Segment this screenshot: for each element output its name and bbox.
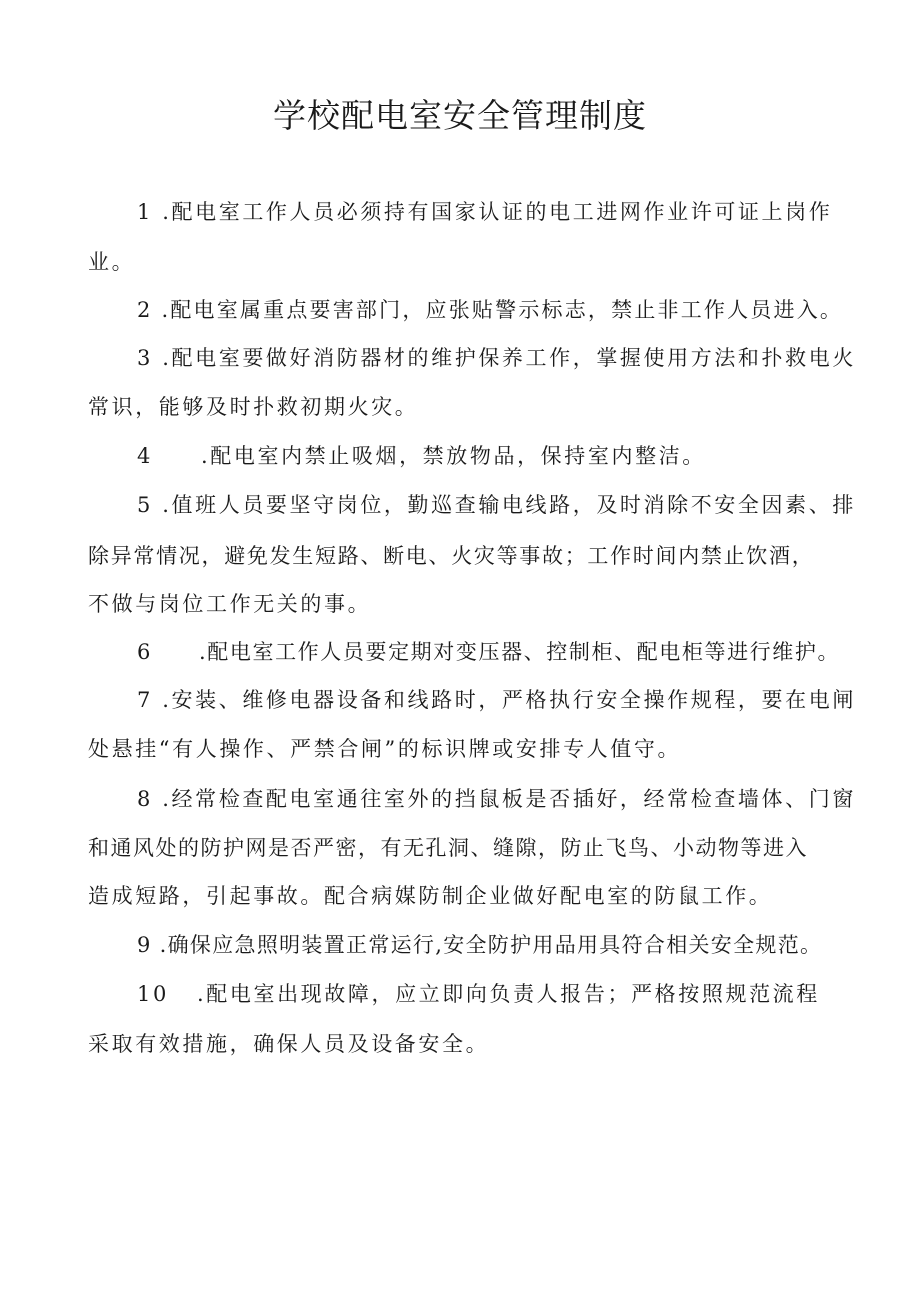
item-number: 5 — [137, 493, 153, 517]
item-text: .配电室属重点要害部门，应张贴警示标志，禁止非工作人员进入。 — [161, 298, 844, 322]
item-number: 3 — [137, 346, 153, 370]
item-2-line-1 — [137, 295, 843, 325]
item-number: 6 — [137, 640, 152, 664]
item-4-line-1 — [137, 441, 706, 471]
item-8-line-3: 造成短路，引起事故。配合病媒防制企业做好配电室的防鼠工作。 — [88, 884, 773, 908]
item-number: 8 — [137, 787, 153, 811]
item-number: 10 — [137, 982, 169, 1006]
item-text: .确保应急照明装置正常运行,安全防护用品用具符合相关安全规范。 — [159, 933, 823, 957]
item-3-line-1 — [137, 343, 856, 373]
item-text: .值班人员要坚守岗位，勤巡查输电线路，及时消除不安全因素、排 — [162, 493, 856, 517]
item-text: .配电室工作人员必须持有国家认证的电工进网作业许可证上岗作 — [162, 200, 833, 224]
item-8-line-2: 和通风处的防护网是否严密，有无孔洞、缝隙，防止飞鸟、小动物等进入 — [88, 836, 808, 860]
item-7-line-2: 处悬挂“有人操作、严禁合闸”的标识牌或安排专人值守。 — [88, 737, 682, 761]
item-number: 4 — [137, 444, 153, 468]
item-5-line-2: 除异常情况，避免发生短路、断电、火灾等事故；工作时间内禁止饮酒， — [88, 544, 815, 568]
item-1-line-1 — [137, 197, 832, 227]
item-3-line-2: 常识，能够及时扑救初期火灾。 — [88, 395, 419, 419]
item-10-line-1 — [137, 979, 820, 1009]
page-title: 学校配电室安全管理制度 — [273, 96, 647, 135]
item-text: .经常检查配电室通往室外的挡鼠板是否插好，经常检查墙体、门窗 — [162, 787, 856, 811]
item-text: .配电室内禁止吸烟，禁放物品，保持室内整洁。 — [201, 444, 706, 468]
item-9-line-1 — [137, 930, 822, 960]
item-5-line-3: 不做与岗位工作无关的事。 — [88, 592, 372, 616]
item-number: 9 — [137, 933, 152, 957]
item-text: .配电室要做好消防器材的维护保养工作，掌握使用方法和扑救电火 — [162, 346, 856, 370]
item-text: .安装、维修电器设备和线路时，严格执行安全操作规程，要在电闸 — [162, 688, 856, 712]
item-8-line-1 — [137, 784, 856, 814]
item-text: .配电室工作人员要定期对变压器、控制柜、配电柜等进行维护。 — [199, 640, 841, 664]
item-5-line-1 — [137, 490, 856, 520]
item-number: 7 — [137, 688, 153, 712]
item-10-line-2: 采取有效措施，确保人员及设备安全。 — [88, 1032, 490, 1056]
item-1-line-2: 业。 — [88, 250, 136, 274]
item-text: .配电室出现故障，应立即向负责人报告；严格按照规范流程 — [197, 982, 820, 1006]
item-number: 1 — [137, 200, 153, 224]
item-number: 2 — [137, 298, 153, 322]
item-6-line-1 — [137, 637, 840, 667]
item-7-line-1 — [137, 685, 856, 715]
